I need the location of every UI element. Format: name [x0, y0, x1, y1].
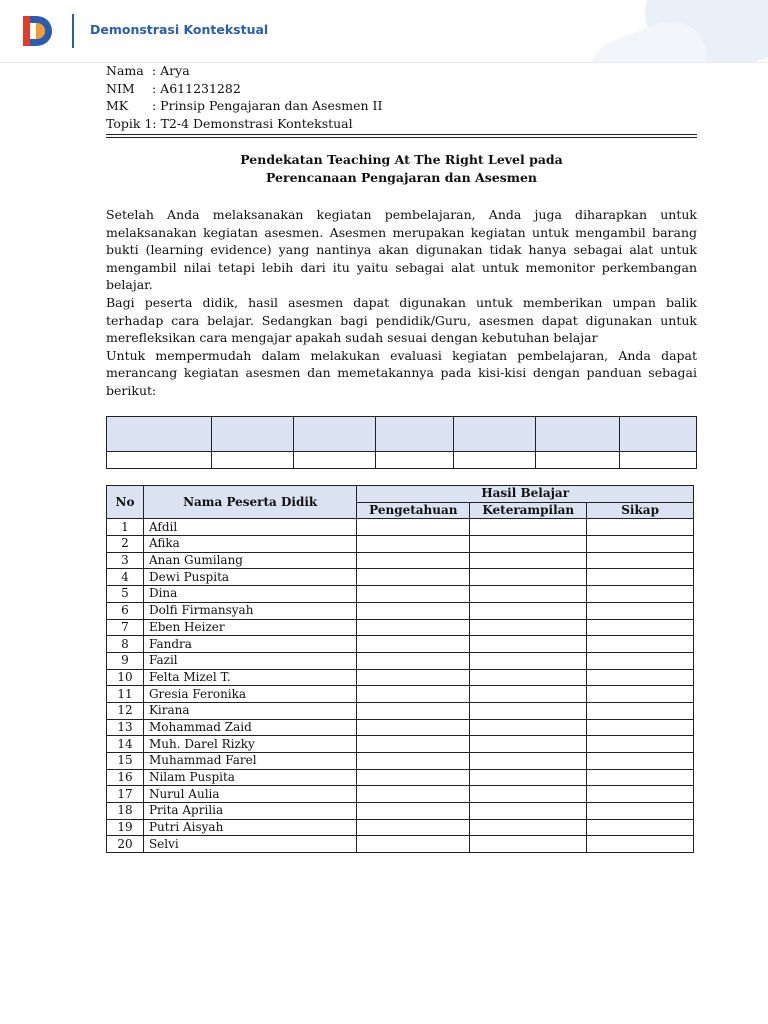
grade-knowledge-cell[interactable]: [357, 719, 470, 736]
student-name: Muhammad Farel: [143, 753, 356, 770]
grade-knowledge-cell[interactable]: [357, 769, 470, 786]
grade-attitude-cell[interactable]: [587, 619, 694, 636]
table-cell[interactable]: [536, 452, 620, 469]
student-name: Afika: [143, 536, 356, 553]
student-number: 11: [107, 686, 144, 703]
grade-knowledge-cell[interactable]: [357, 652, 470, 669]
grade-attitude-cell[interactable]: [587, 552, 694, 569]
table-row: [107, 569, 694, 586]
paragraph: Setelah Anda melaksanakan kegiatan pembelajaran, Anda juga diharapkan untuk melaksanakan kegiatan asesmen. Asesmen merupakan kegiatan untuk mengambil barang bukti (learning evidence) yang nantinya akan digunakan tidak hanya sebagai alat untuk mengambil nilai tetapi lebih dari itu yaitu sebagai alat untuk memonitor perkembangan belajar.: [106, 207, 697, 293]
student-number: 3: [107, 552, 144, 569]
grade-skills-cell[interactable]: [470, 819, 587, 836]
student-name: Dolfi Firmansyah: [143, 602, 356, 619]
grade-skills-cell[interactable]: [470, 702, 587, 719]
blank-grid-table: [106, 416, 697, 469]
meta-key: MK: [106, 98, 129, 113]
col-header-group: Hasil Belajar: [357, 486, 694, 503]
grade-skills-cell[interactable]: [470, 736, 587, 753]
table-cell[interactable]: [107, 452, 212, 469]
document-title-line2: Perencanaan Pengajaran dan Asesmen: [265, 170, 538, 185]
grade-skills-cell[interactable]: [470, 552, 587, 569]
grade-attitude-cell[interactable]: [587, 702, 694, 719]
meta-row-topic: [106, 115, 382, 133]
table-cell[interactable]: [454, 417, 536, 452]
grade-attitude-cell[interactable]: [587, 753, 694, 770]
student-name: Muh. Darel Rizky: [143, 736, 356, 753]
grade-knowledge-cell[interactable]: [357, 686, 470, 703]
student-number: 13: [107, 719, 144, 736]
grade-knowledge-cell[interactable]: [357, 552, 470, 569]
table-row: [107, 786, 694, 803]
table-row: [107, 769, 694, 786]
grade-attitude-cell[interactable]: [587, 669, 694, 686]
student-number: 20: [107, 836, 144, 853]
grade-attitude-cell[interactable]: [587, 636, 694, 653]
student-number: 19: [107, 819, 144, 836]
grade-skills-cell[interactable]: [470, 586, 587, 603]
student-name: Nilam Puspita: [143, 769, 356, 786]
grades-table: [106, 485, 694, 853]
grade-attitude-cell[interactable]: [587, 803, 694, 820]
table-row: [107, 686, 694, 703]
grade-attitude-cell[interactable]: [587, 836, 694, 853]
table-header-row: [107, 417, 697, 452]
table-row: [107, 602, 694, 619]
student-name: Putri Aisyah: [143, 819, 356, 836]
student-number: 6: [107, 602, 144, 619]
student-info: [106, 62, 382, 132]
table-row: [107, 669, 694, 686]
table-row: [107, 636, 694, 653]
student-name: Mohammad Zaid: [143, 719, 356, 736]
meta-value: : Prinsip Pengajaran dan Asesmen II: [152, 98, 383, 113]
grade-skills-cell[interactable]: [470, 719, 587, 736]
table-row: [107, 803, 694, 820]
meta-row-mk: [106, 97, 382, 115]
table-cell[interactable]: [211, 452, 293, 469]
grade-knowledge-cell[interactable]: [357, 569, 470, 586]
meta-key: NIM: [106, 80, 135, 96]
col-header-knowledge: Pengetahuan: [357, 502, 470, 519]
student-name: Prita Aprilia: [143, 803, 356, 820]
grade-skills-cell[interactable]: [470, 652, 587, 669]
table-cell[interactable]: [375, 417, 454, 452]
grade-knowledge-cell[interactable]: [357, 586, 470, 603]
grade-knowledge-cell[interactable]: [357, 519, 470, 536]
table-row: [107, 619, 694, 636]
header-divider: [72, 14, 74, 48]
student-name: Kirana: [143, 702, 356, 719]
grade-skills-cell[interactable]: [470, 569, 587, 586]
grade-knowledge-cell[interactable]: [357, 702, 470, 719]
grade-attitude-cell[interactable]: [587, 519, 694, 536]
student-number: 8: [107, 636, 144, 653]
table-row: [107, 552, 694, 569]
grade-skills-cell[interactable]: [470, 536, 587, 553]
grade-attitude-cell[interactable]: [587, 586, 694, 603]
student-number: 2: [107, 536, 144, 553]
grade-knowledge-cell[interactable]: [357, 536, 470, 553]
student-number: 7: [107, 619, 144, 636]
grade-attitude-cell[interactable]: [587, 769, 694, 786]
student-name: Eben Heizer: [143, 619, 356, 636]
student-name: Selvi: [143, 836, 356, 853]
grade-attitude-cell[interactable]: [587, 819, 694, 836]
grade-knowledge-cell[interactable]: [357, 736, 470, 753]
table-cell[interactable]: [293, 452, 375, 469]
grade-attitude-cell[interactable]: [587, 602, 694, 619]
table-row: [107, 652, 694, 669]
student-number: 1: [107, 519, 144, 536]
grade-knowledge-cell[interactable]: [357, 836, 470, 853]
grade-skills-cell[interactable]: [470, 836, 587, 853]
student-number: 16: [107, 769, 144, 786]
student-name: Felta Mizel T.: [143, 669, 356, 686]
page-header: [0, 0, 768, 63]
grade-skills-cell[interactable]: [470, 519, 587, 536]
document-title-line1: Pendekatan Teaching At The Right Level pada: [240, 152, 563, 167]
meta-value: : A611231282: [152, 80, 241, 96]
student-name: Anan Gumilang: [143, 552, 356, 569]
grade-skills-cell[interactable]: [470, 803, 587, 820]
grade-knowledge-cell[interactable]: [357, 753, 470, 770]
student-number: 5: [107, 586, 144, 603]
grade-skills-cell[interactable]: [470, 619, 587, 636]
grade-attitude-cell[interactable]: [587, 786, 694, 803]
table-cell[interactable]: [620, 417, 697, 452]
grade-attitude-cell[interactable]: [587, 686, 694, 703]
meta-value: : Arya: [152, 63, 190, 78]
table-cell[interactable]: [536, 417, 620, 452]
student-number: 17: [107, 786, 144, 803]
student-number: 14: [107, 736, 144, 753]
student-number: 10: [107, 669, 144, 686]
grade-attitude-cell[interactable]: [587, 569, 694, 586]
grade-skills-cell[interactable]: [470, 686, 587, 703]
table-cell[interactable]: [454, 452, 536, 469]
table-row: [107, 719, 694, 736]
student-number: 9: [107, 652, 144, 669]
grade-skills-cell[interactable]: [470, 769, 587, 786]
grade-knowledge-cell[interactable]: [357, 636, 470, 653]
body-text: [106, 206, 697, 400]
paragraph: Bagi peserta didik, hasil asesmen dapat digunakan untuk memberikan umpan balik terhadap cara belajar. Sedangkan bagi pendidik/Guru, asesmen dapat digunakan untuk merefleksikan cara mengajar apakah sudah sesuai dengan kebutuhan belajar: [106, 294, 697, 346]
student-number: 12: [107, 702, 144, 719]
grade-skills-cell[interactable]: [470, 669, 587, 686]
student-name: Afdil: [143, 519, 356, 536]
student-number: 4: [107, 569, 144, 586]
meta-row-name: [106, 62, 382, 80]
col-header-no: No: [107, 486, 144, 519]
brand-logo-icon: [20, 14, 54, 48]
student-name: Fazil: [143, 652, 356, 669]
grade-attitude-cell[interactable]: [587, 536, 694, 553]
table-row: [107, 452, 697, 469]
grade-skills-cell[interactable]: [470, 636, 587, 653]
grade-skills-cell[interactable]: [470, 753, 587, 770]
grade-knowledge-cell[interactable]: [357, 602, 470, 619]
student-name: Gresia Feronika: [143, 686, 356, 703]
table-row: [107, 736, 694, 753]
header-rule: [106, 134, 697, 138]
grade-skills-cell[interactable]: [470, 786, 587, 803]
table-cell[interactable]: [375, 452, 454, 469]
table-row: [107, 586, 694, 603]
table-header-row: [107, 486, 694, 503]
student-name: Nurul Aulia: [143, 786, 356, 803]
col-header-skills: Keterampilan: [470, 502, 587, 519]
header-title: Demonstrasi Kontekstual: [90, 22, 269, 37]
grade-knowledge-cell[interactable]: [357, 619, 470, 636]
grade-knowledge-cell[interactable]: [357, 819, 470, 836]
table-row: [107, 753, 694, 770]
meta-key: Nama: [106, 63, 144, 78]
table-cell[interactable]: [293, 417, 375, 452]
grade-knowledge-cell[interactable]: [357, 669, 470, 686]
meta-row-nim: [106, 80, 382, 98]
grade-attitude-cell[interactable]: [587, 652, 694, 669]
student-name: Fandra: [143, 636, 356, 653]
table-row: [107, 519, 694, 536]
table-row: [107, 702, 694, 719]
col-header-attitude: Sikap: [587, 502, 694, 519]
table-row: [107, 536, 694, 553]
grades-body: [107, 519, 694, 853]
table-cell[interactable]: [211, 417, 293, 452]
student-name: Dewi Puspita: [143, 569, 356, 586]
grade-attitude-cell[interactable]: [587, 736, 694, 753]
table-row: [107, 836, 694, 853]
grade-skills-cell[interactable]: [470, 602, 587, 619]
grade-knowledge-cell[interactable]: [357, 786, 470, 803]
table-cell[interactable]: [620, 452, 697, 469]
paragraph: Untuk mempermudah dalam melakukan evaluasi kegiatan pembelajaran, Anda dapat merancang kegiatan asesmen dan memetakannya pada kisi-kisi dengan panduan sebagai berikut:: [106, 347, 697, 398]
meta-value: Topik 1: T2-4 Demonstrasi Kontekstual: [106, 115, 353, 131]
grade-knowledge-cell[interactable]: [357, 803, 470, 820]
table-row: [107, 819, 694, 836]
student-name: Dina: [143, 586, 356, 603]
student-number: 18: [107, 803, 144, 820]
grade-attitude-cell[interactable]: [587, 719, 694, 736]
student-number: 15: [107, 753, 144, 770]
col-header-name: Nama Peserta Didik: [143, 486, 356, 519]
table-cell[interactable]: [107, 417, 212, 452]
